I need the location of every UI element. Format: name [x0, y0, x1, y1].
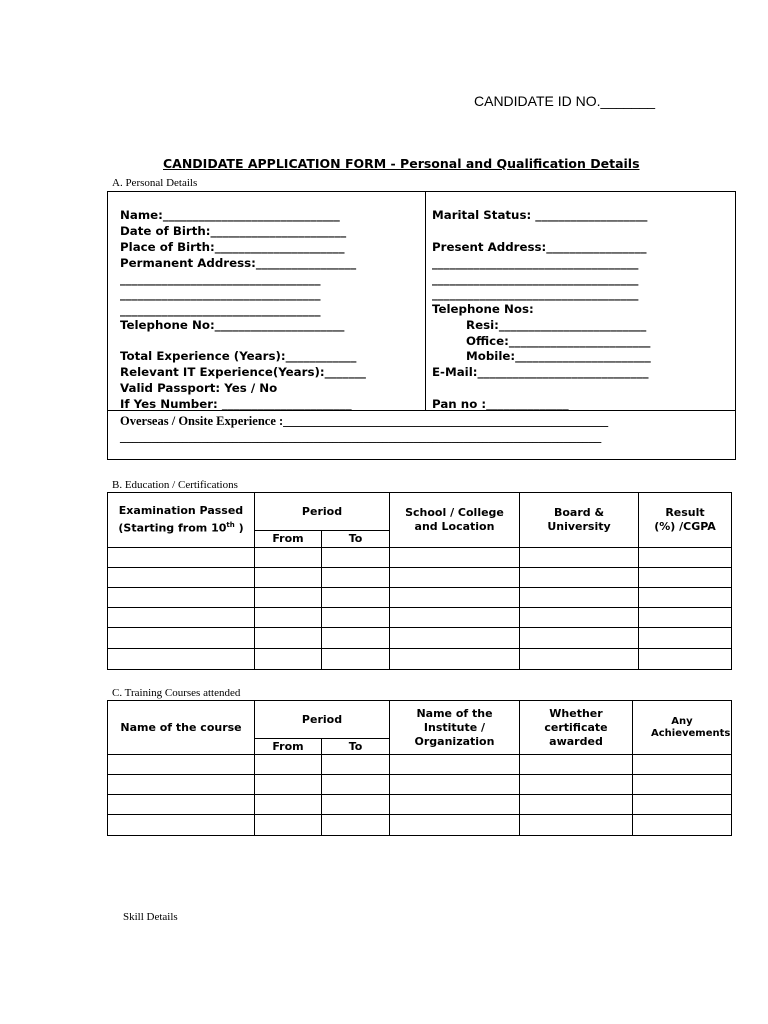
- candidate-id-label: CANDIDATE ID NO._______: [474, 93, 656, 109]
- pan-no-field[interactable]: Pan no :______________: [432, 397, 569, 411]
- date-of-birth-field[interactable]: Date of Birth:_______________________: [120, 224, 347, 238]
- mobile-phone-field[interactable]: Mobile:_______________________: [466, 349, 651, 363]
- form-title: CANDIDATE APPLICATION FORM - Personal and Qualification Details: [163, 156, 640, 171]
- col-header-board: Board & University: [520, 493, 639, 548]
- table-row[interactable]: [108, 775, 732, 795]
- table-row[interactable]: [108, 548, 732, 568]
- resi-phone-field[interactable]: Resi:_________________________: [466, 318, 647, 332]
- col-header-course-name: Name of the course: [108, 701, 255, 755]
- table-row[interactable]: [108, 568, 732, 588]
- permanent-address-line[interactable]: __________________________________: [120, 287, 321, 301]
- permanent-address-line[interactable]: __________________________________: [120, 303, 321, 317]
- place-of-birth-field[interactable]: Place of Birth:______________________: [120, 240, 345, 254]
- training-table: [107, 700, 732, 836]
- table-row[interactable]: [108, 628, 732, 649]
- email-field[interactable]: E-Mail:_____________________________: [432, 365, 649, 379]
- col-header-examination-passed: Examination Passed (Starting from 10th ): [108, 493, 255, 548]
- relevant-it-experience-field[interactable]: Relevant IT Experience(Years):_______: [120, 365, 366, 379]
- present-address-line[interactable]: ___________________________________: [432, 256, 639, 270]
- office-phone-field[interactable]: Office:________________________: [466, 334, 651, 348]
- col-header-result: Result (%) /CGPA: [639, 493, 732, 548]
- col-header-school: School / College and Location: [390, 493, 520, 548]
- valid-passport-field[interactable]: Valid Passport: Yes / No: [120, 381, 278, 395]
- telephone-nos-label: Telephone Nos:: [432, 302, 534, 316]
- present-address-field[interactable]: Present Address:_________________: [432, 240, 647, 254]
- education-section-label: B. Education / Certifications: [112, 479, 238, 491]
- col-header-achievements: Any Achievements: [633, 701, 732, 755]
- col-header-certificate: Whether certificate awarded: [520, 701, 633, 755]
- present-address-line[interactable]: ___________________________________: [432, 287, 639, 301]
- table-row[interactable]: [108, 755, 732, 775]
- table-row[interactable]: [108, 815, 732, 836]
- marital-status-field[interactable]: Marital Status: ___________________: [432, 208, 648, 222]
- table-row[interactable]: [108, 608, 732, 628]
- col-header-to: To: [322, 531, 390, 548]
- col-header-from: From: [255, 739, 322, 755]
- name-field[interactable]: Name:______________________________: [120, 208, 340, 222]
- passport-number-field[interactable]: If Yes Number: ______________________: [120, 397, 352, 411]
- col-header-period: Period: [255, 493, 390, 531]
- education-table: [107, 492, 732, 670]
- personal-section-label: A. Personal Details: [112, 177, 198, 189]
- personal-column-divider: [425, 191, 426, 411]
- col-header-to: To: [322, 739, 390, 755]
- overseas-experience-field[interactable]: Overseas / Onsite Experience :____________________________________________________: [120, 414, 609, 428]
- present-address-line[interactable]: ___________________________________: [432, 272, 639, 286]
- permanent-address-line[interactable]: __________________________________: [120, 272, 321, 286]
- table-row[interactable]: [108, 649, 732, 670]
- col-header-from: From: [255, 531, 322, 548]
- col-header-institute: Name of the Institute / Organization: [390, 701, 520, 755]
- training-section-label: C. Training Courses attended: [112, 687, 241, 699]
- telephone-no-field[interactable]: Telephone No:______________________: [120, 318, 345, 332]
- table-row[interactable]: [108, 588, 732, 608]
- overseas-experience-line[interactable]: _____________________________________________________________________________: [120, 430, 602, 444]
- col-header-period: Period: [255, 701, 390, 739]
- skill-details-label: Skill Details: [123, 911, 178, 923]
- total-experience-field[interactable]: Total Experience (Years):____________: [120, 349, 357, 363]
- table-row[interactable]: [108, 795, 732, 815]
- permanent-address-field[interactable]: Permanent Address:_________________: [120, 256, 357, 270]
